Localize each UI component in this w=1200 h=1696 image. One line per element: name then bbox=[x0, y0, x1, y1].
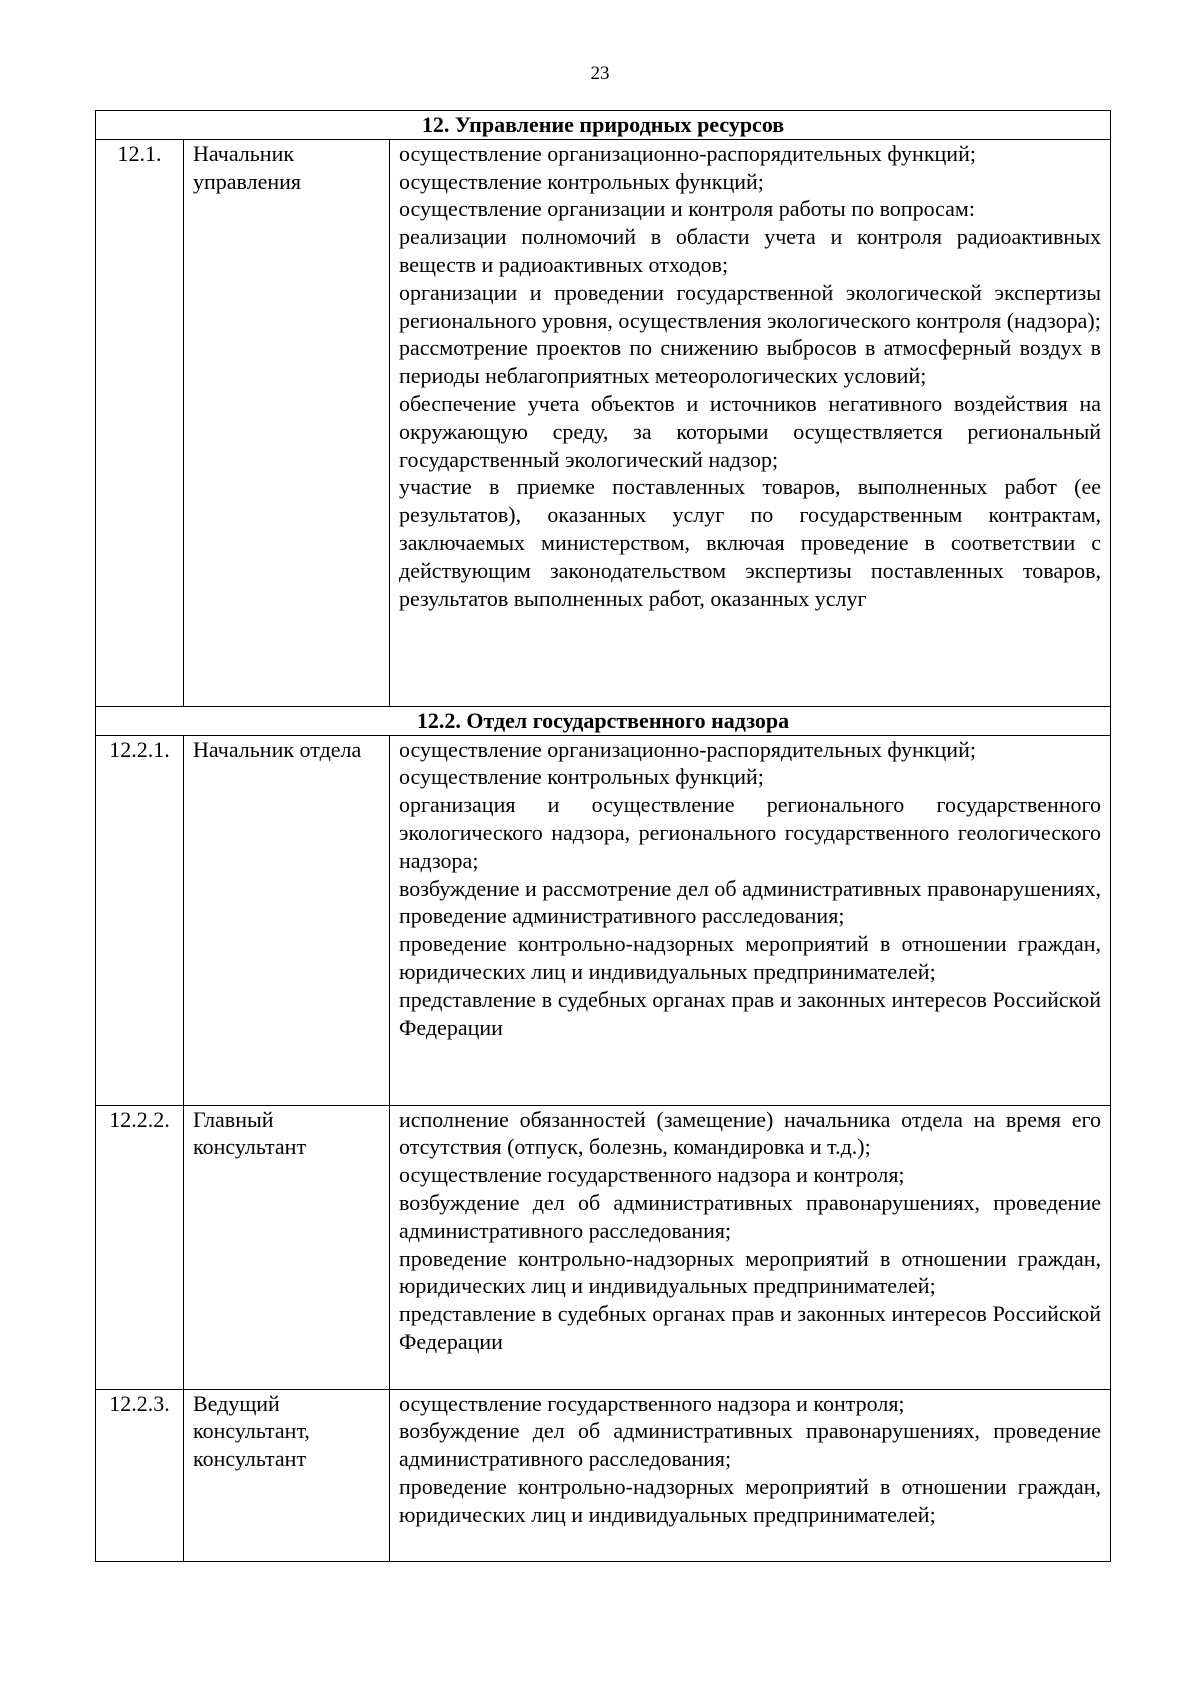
duty-item: представление в судебных органах прав и законных интересов Российской Федерации bbox=[399, 1301, 1101, 1354]
table-row bbox=[96, 1389, 1111, 1561]
duty-item: проведение контрольно-надзорных мероприятий в отношении граждан, юридических лиц и индивидуальных предпринимателей; bbox=[399, 931, 1101, 984]
position-title: Главный консультант bbox=[184, 1105, 390, 1389]
duties-cell bbox=[390, 139, 1111, 706]
duty-item: осуществление государственного надзора и контроля; bbox=[399, 1390, 905, 1416]
section-title: 12.2. Отдел государственного надзора bbox=[96, 706, 1111, 735]
duty-item: осуществление государственного надзора и контроля; bbox=[399, 1162, 905, 1188]
duty-item: исполнение обязанностей (замещение) начальника отдела на время его отсутствия (отпуск, болезнь, командировка и т.д.); bbox=[399, 1106, 1101, 1160]
duty-item: возбуждение дел об административных правонарушениях, проведение административного расследования; bbox=[399, 1189, 1101, 1243]
position-title: Ведущий консультант, консультант bbox=[184, 1389, 390, 1561]
position-title: Начальник отдела bbox=[184, 735, 390, 1105]
duty-item: осуществление контрольных функций; bbox=[399, 764, 764, 790]
duty-item: проведение контрольно-надзорных мероприятий в отношении граждан, юридических лиц и индивидуальных предпринимателей; bbox=[399, 1245, 1101, 1299]
duty-item: возбуждение дел об административных правонарушениях, проведение административного расследования; bbox=[399, 1418, 1101, 1472]
page-number: 23 bbox=[590, 63, 610, 84]
duty-item: проведение контрольно-надзорных мероприятий в отношении граждан, юридических лиц и индивидуальных предпринимателей; bbox=[399, 1473, 1101, 1527]
duty-item: представление в судебных органах прав и законных интересов Российской Федерации bbox=[399, 986, 1101, 1040]
duty-item: реализации полномочий в области учета и контроля радиоактивных веществ и радиоактивных отходов; bbox=[399, 224, 1101, 277]
duty-item: организации и проведении государственной экологической экспертизы регионального уровня, осуществления экологического контроля (надзора); bbox=[399, 279, 1101, 333]
duty-item: участие в приемке поставленных товаров, выполненных работ (ее результатов), оказанных услуг по государственным контрактам, заключаемых министерством, включая проведение в соответствии с действующим законодательством экспертизы поставленных товаров, результатов выполненных работ, оказанных услуг bbox=[399, 474, 1101, 611]
row-number: 12.2.3. bbox=[96, 1389, 184, 1561]
table-row bbox=[96, 139, 1111, 706]
duties-cell bbox=[390, 735, 1111, 1105]
section-title: 12. Управление природных ресурсов bbox=[96, 111, 1111, 140]
section-header-row bbox=[96, 111, 1111, 140]
duties-table bbox=[95, 110, 1111, 1562]
duty-item: осуществление организационно-распорядительных функций; bbox=[399, 736, 976, 762]
duty-item: организация и осуществление регионального государственного экологического надзора, регионального государственного геологического надзора; bbox=[399, 792, 1101, 873]
row-number: 12.2.2. bbox=[96, 1105, 184, 1389]
duty-item: осуществление организационно-распорядительных функций; bbox=[399, 140, 976, 166]
duty-item: осуществление контрольных функций; bbox=[399, 168, 764, 194]
duty-item: возбуждение и рассмотрение дел об административных правонарушениях, проведение административного расследования; bbox=[399, 875, 1101, 929]
duties-cell bbox=[390, 1105, 1111, 1389]
table-row bbox=[96, 735, 1111, 1105]
table-row bbox=[96, 1105, 1111, 1389]
duty-item: обеспечение учета объектов и источников негативного воздействия на окружающую среду, за которыми осуществляется региональный государственный экологический надзор; bbox=[399, 390, 1101, 472]
duties-cell bbox=[390, 1389, 1111, 1561]
duty-item: рассмотрение проектов по снижению выбросов в атмосферный воздух в периоды неблагоприятных метеорологических условий; bbox=[399, 335, 1101, 389]
section-header-row bbox=[96, 706, 1111, 735]
duty-item: осуществление организации и контроля работы по вопросам: bbox=[399, 196, 975, 222]
row-number: 12.2.1. bbox=[96, 735, 184, 1105]
position-title: Начальник управления bbox=[184, 139, 390, 706]
row-number: 12.1. bbox=[96, 139, 184, 706]
